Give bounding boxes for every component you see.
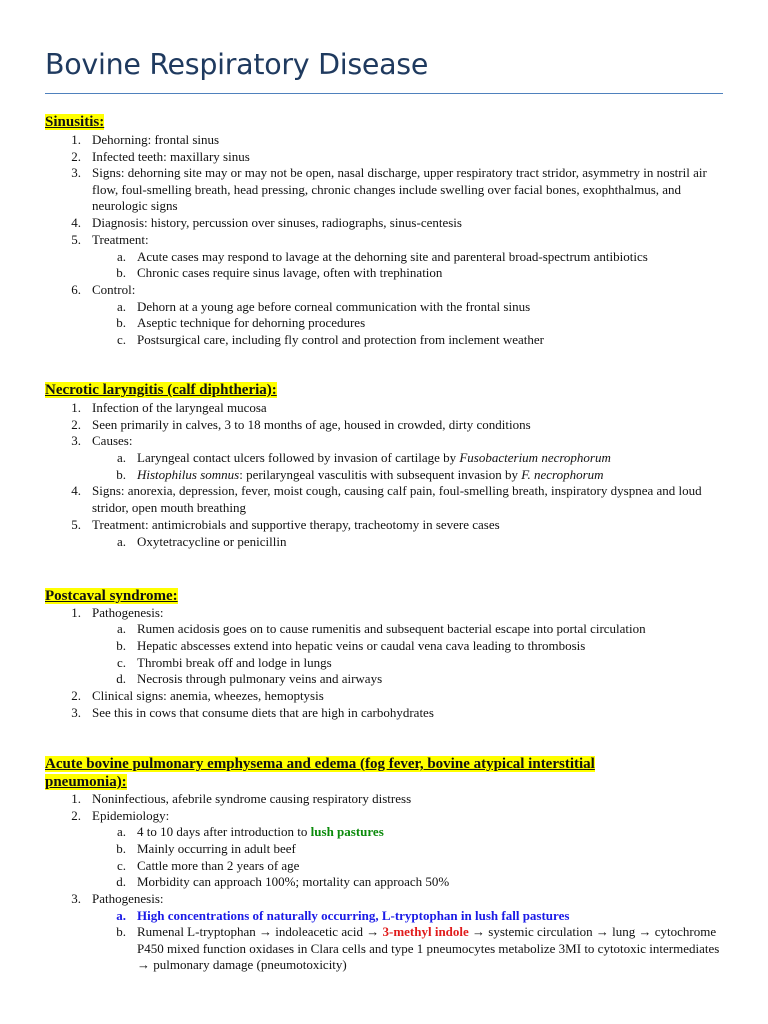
title-divider: [45, 93, 723, 94]
section-heading-sinusitis: Sinusitis:: [45, 114, 105, 130]
section-heading-acute-bovine-pulmonary-emphysema: Acute bovine pulmonary emphysema and edema (fog fever, bovine atypical interstitial pneumonia):: [45, 756, 595, 790]
document-title: Bovine Respiratory Disease: [45, 48, 429, 81]
section-heading-postcaval-syndrome: Postcaval syndrome:: [45, 588, 178, 604]
document-page: Bovine Respiratory Disease Sinusitis: 1. Dehorning: frontal sinus 2. Infected teeth: maxillary sinus 3. Signs: dehorning site may or may not be open, nasal discharge, upper respiratory tract stridor, asymmetry in nostril air flow, foul-smelling breath, head pressing, chronic changes include swelling over facial bones, exophthalmus, and neurologic signs 4. Diagnosis: history, percussion over sinuses, radiographs, sinus-centesis 5. Treatment: a. Acute cases may respond to lavage at the dehorning site and parenteral broad-spectrum antibiotics b. Chronic cases require sinus lavage, often with trephination 6. Control: a. Dehorn at a young age before corneal communication with the frontal sinus b. Aseptic technique for dehorning procedures c. Postsurgical care, including fly control and protection from inclement weather Necrotic laryngitis (calf diphtheria): 1. Infection of the laryngeal mucosa 2. Seen primarily in calves, 3 to 18 months of age, housed in crowded, dirty conditions 3. Causes: a. Laryngeal contact ulcers followed by invasion of cartilage by Fusobacterium necrophorum b. Histophilus somnus: perilaryngeal vasculitis with subsequent invasion by F. necrophorum 4. Signs: anorexia, depression, fever, moist cough, causing calf pain, foul-smelling breath, inspiratory dyspnea and loud stridor, open mouth breathing 5. Treatment: antimicrobials and supportive therapy, tracheotomy in severe cases a. Oxytetracycline or penicillin Postcaval syndrome: 1. Pathogenesis: a. Rumen acidosis goes on to cause rumenitis and subsequent bacterial escape into portal circulation b. Hepatic abscesses extend into hepatic veins or caudal vena cava leading to thrombosis c. Thrombi break off and lodge in lungs d. Necrosis through pulmonary veins and airways 2. Clinical signs: anemia, wheezes, hemoptysis 3. See this in cows that consume diets that are high in carbohydrates Acute bovine pulmonary emphysema and edema (fog fever, bovine atypical interstitial pneumonia): 1. Noninfectious, afebrile syndrome causing respiratory distress 2. Epidemiology: a. 4 to 10 days after introduction to lush pastures b. Mainly occurring in adult beef c. Cattle more than 2 years of age d. Morbidity can approach 100%; mortality can approach 50% 3. Pathogenesis: a. High concentrations of naturally occurring, L-tryptophan in lush fall pastures b. Rumenal L-tryptophan → indoleacetic acid → 3-methyl indole → systemic circulation → lung → cytochrome P450 mixed function oxidases in Clara cells and type 1 pneumocytes metabolize 3MI to cytotoxic intermediates → pulmonary damage (pneumotoxicity): [0, 0, 768, 1024]
section-heading-necrotic-laryngitis: Necrotic laryngitis (calf diphtheria):: [45, 382, 277, 398]
